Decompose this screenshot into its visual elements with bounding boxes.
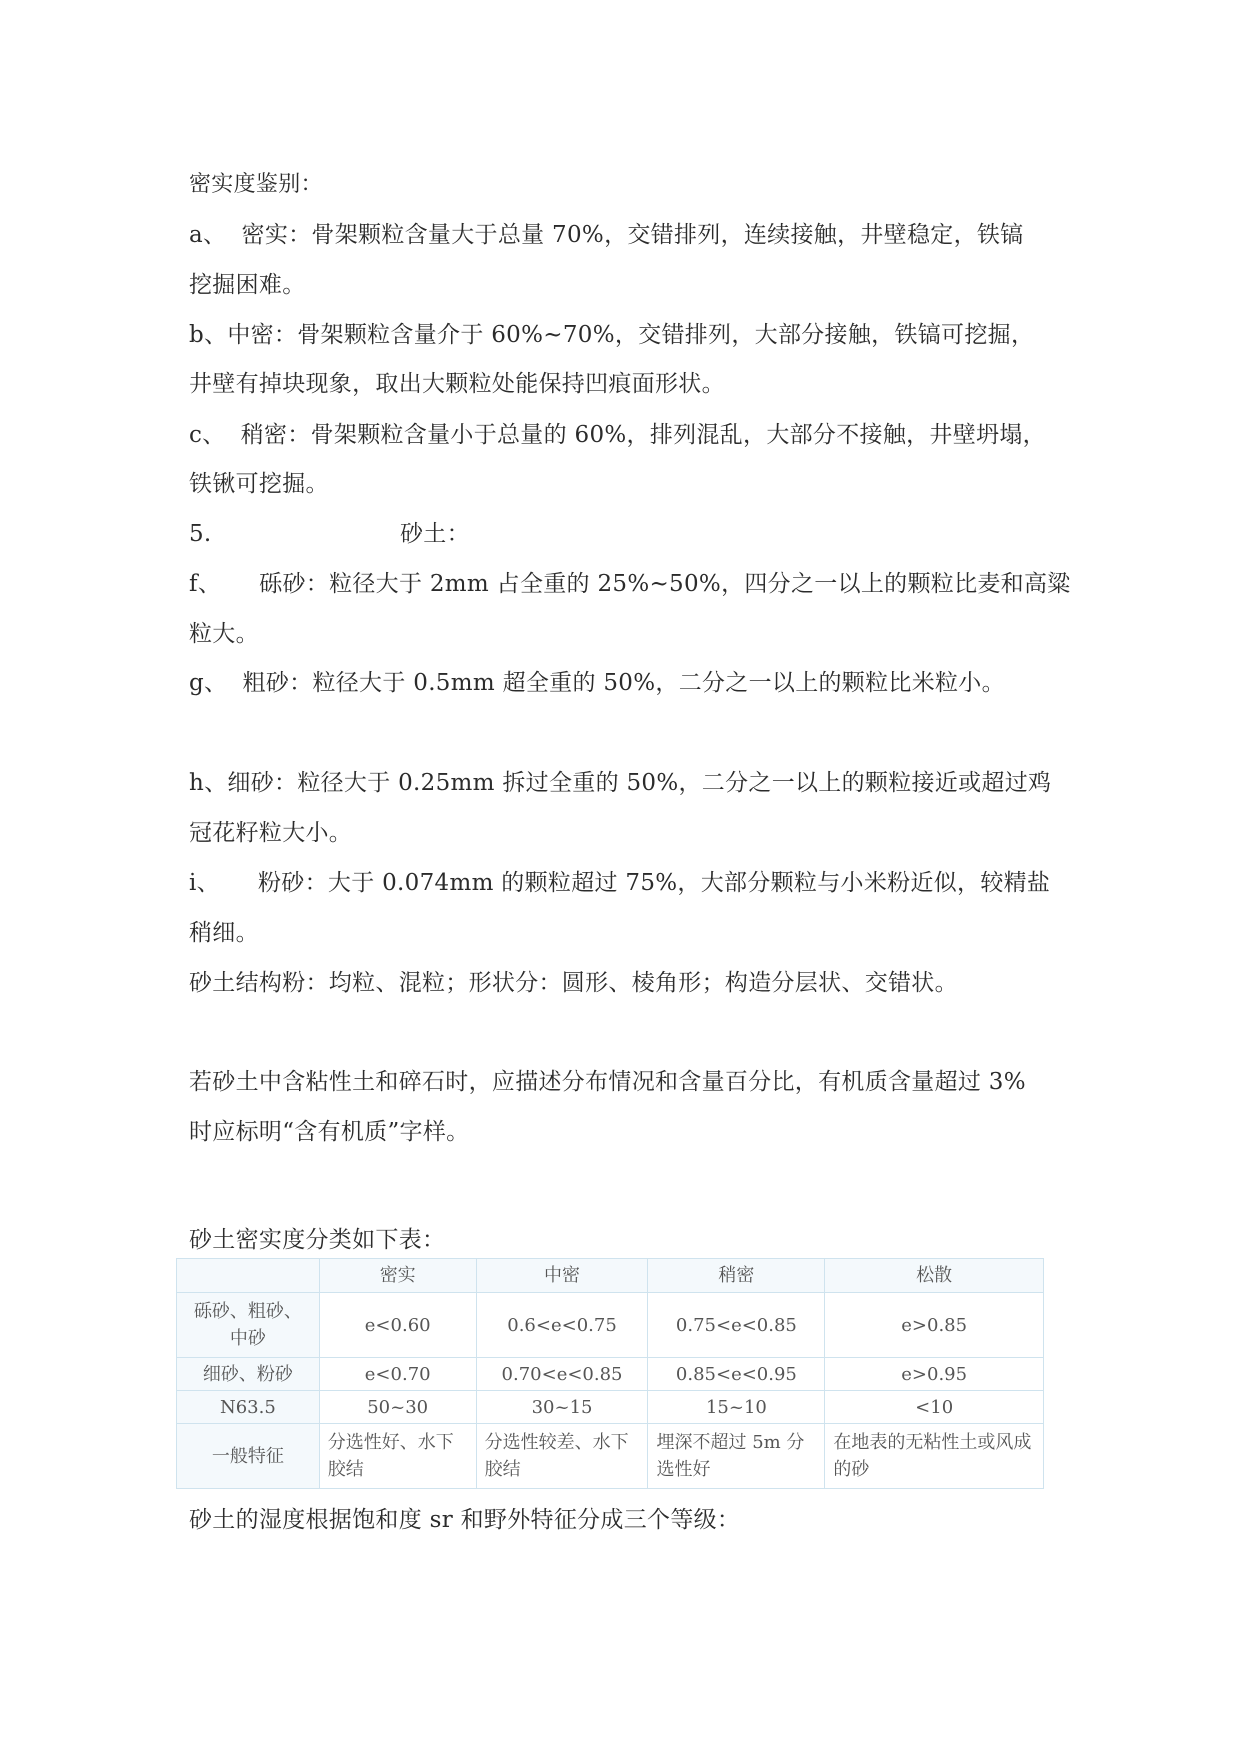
item-i-line1: i、 粉砂：大于 0.074mm 的颗粒超过 75%，大部分颗粒与小米粉近似，较精盐 [189, 870, 1051, 896]
item-b-line2: 井壁有掉块现象，取出大颗粒处能保持凹痕面形状。 [189, 371, 725, 397]
table-title: 砂土密实度分类如下表： [189, 1227, 446, 1253]
table-cell: 在地表的无粘性土或风成的砂 [825, 1424, 1044, 1489]
item-i-line2: 稍细。 [189, 920, 259, 946]
clay-note-line2: 时应标明“含有机质”字样。 [189, 1119, 470, 1145]
table-row [177, 1391, 1044, 1424]
clay-note-line1: 若砂土中含粘性土和碎石时，应描述分布情况和含量百分比，有机质含量超过 3% [189, 1069, 1026, 1095]
item-f-line2: 粒大。 [189, 621, 259, 647]
item-b-line1: b、中密：骨架颗粒含量介于 60%~70%，交错排列，大部分接触，铁镐可挖掘， [189, 322, 1035, 348]
table-cell: 30~15 [476, 1391, 648, 1424]
header-cell-medium: 中密 [476, 1259, 648, 1293]
item-g-line1: g、 粗砂：粒径大于 0.5mm 超全重的 50%，二分之一以上的颗粒比米粒小。 [189, 670, 1005, 696]
density-title: 密实度鉴别： [189, 172, 323, 197]
sand-density-table [176, 1258, 1044, 1489]
table-cell: 埋深不超过 5m 分选性好 [648, 1424, 825, 1489]
table-cell: 分选性较差、水下胶结 [476, 1424, 648, 1489]
table-cell: e>0.85 [825, 1293, 1044, 1358]
row-label: 砾砂、粗砂、中砂 [177, 1293, 320, 1358]
table-cell: 50~30 [319, 1391, 476, 1424]
header-cell-slightly: 稍密 [648, 1259, 825, 1293]
section-5-number: 5. [189, 521, 212, 547]
item-a-line1: a、 密实：骨架颗粒含量大于总量 70%，交错排列，连续接触，井壁稳定，铁镐 [189, 222, 1024, 248]
item-a-line2: 挖掘困难。 [189, 272, 306, 298]
row-label: N63.5 [177, 1391, 320, 1424]
table-cell: e<0.70 [319, 1358, 476, 1391]
item-h-line2: 冠花籽粒大小。 [189, 820, 353, 846]
item-h-line1: h、细砂：粒径大于 0.25mm 拆过全重的 50%，二分之一以上的颗粒接近或超过鸡 [189, 770, 1052, 796]
header-cell-loose: 松散 [825, 1259, 1044, 1293]
table-cell: 0.70<e<0.85 [476, 1358, 648, 1391]
item-c-line2: 铁锹可挖掘。 [189, 471, 329, 497]
table-row [177, 1358, 1044, 1391]
humidity-line: 砂土的湿度根据饱和度 sr 和野外特征分成三个等级： [189, 1507, 741, 1533]
item-f-line1: f、 砾砂：粒径大于 2mm 占全重的 25%~50%，四分之一以上的颗粒比麦和高粱 [189, 571, 1071, 597]
table-row [177, 1424, 1044, 1489]
table-row [177, 1293, 1044, 1358]
header-cell-empty [177, 1259, 320, 1293]
item-c-line1: c、 稍密：骨架颗粒含量小于总量的 60%，排列混乱，大部分不接触，井壁坍塌， [189, 422, 1046, 448]
row-label: 一般特征 [177, 1424, 320, 1489]
header-cell-dense: 密实 [319, 1259, 476, 1293]
table-header-row [177, 1259, 1044, 1293]
table-cell: 15~10 [648, 1391, 825, 1424]
table-cell: 分选性好、水下胶结 [319, 1424, 476, 1489]
table-cell: e>0.95 [825, 1358, 1044, 1391]
table-cell: 0.85<e<0.95 [648, 1358, 825, 1391]
table-cell: 0.6<e<0.75 [476, 1293, 648, 1358]
table-cell: <10 [825, 1391, 1044, 1424]
section-5-title: 砂土： [400, 521, 470, 547]
table-cell: e<0.60 [319, 1293, 476, 1358]
structure-line: 砂土结构粉：均粒、混粒；形状分：圆形、棱角形；构造分层状、交错状。 [189, 970, 958, 996]
table-cell: 0.75<e<0.85 [648, 1293, 825, 1358]
row-label: 细砂、粉砂 [177, 1358, 320, 1391]
